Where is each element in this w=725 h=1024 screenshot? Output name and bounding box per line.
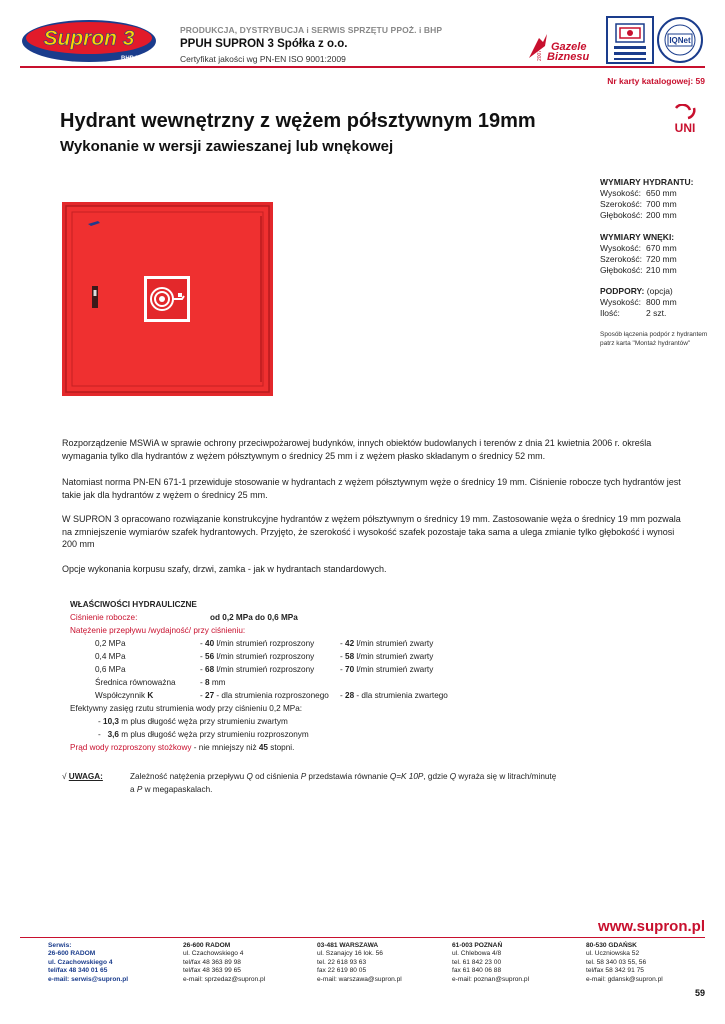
spec-row: Ilość: 2 szt.	[600, 308, 667, 318]
range-row: - 3,6 m plus długość węża przy strumieniu rozproszonym	[98, 730, 309, 739]
door-handle-icon	[92, 286, 98, 308]
properties-heading: WŁAŚCIWOŚCI HYDRAULICZNE	[70, 600, 197, 609]
gazele-word: Gazele	[551, 41, 587, 53]
paragraph: Natomiast norma PN-EN 671-1 przewiduje stosowanie w hydrantach z wężem półsztywnym węże o średnicy 19 mm. Ciśnienie robocze tych hydrantów jest takie jak dla hydrantów z wężem o średnicy 25 mm.	[62, 477, 681, 500]
supports-heading: PODPORY:	[600, 286, 645, 296]
paragraph: Opcje wykonania korpusu szafy, drzwi, zamka - jak w hydrantach standardowych.	[62, 564, 387, 574]
hydrant-dimensions	[600, 177, 694, 221]
footer-office-radom: 26-600 RADOM ul. Czachowskiego 4 tel/fax 48 363 89 98 tel/fax 48 363 99 65 e-mail: sprzedaz@supron.pl	[183, 942, 266, 983]
footer-office-poznan: 61-003 POZNAŃ ul. Chlebowa 4/8 tel. 61 842 23 00 fax 61 840 06 88 e-mail: poznan@supron.pl	[452, 942, 530, 983]
uni-badge	[668, 104, 702, 134]
supports-option-note: (opcja)	[646, 286, 673, 296]
supports-mounting-note: Sposób łączenia podpór z hydrantem patrz karta "Montaż hydrantów"	[600, 331, 708, 347]
catalog-number: Nr karty katalogowej: 59	[607, 76, 705, 86]
page-title: Hydrant wewnętrzny z wężem półsztywnym 19mm	[60, 110, 536, 132]
recycle-arrow-icon	[676, 105, 690, 110]
gazele-year: 2007	[537, 49, 543, 61]
paragraph: Rozporządzenie MSWiA w sprawie ochrony przeciwpożarowej budynków, innych obiektów budowlanych i terenów z dnia 21 kwietnia 2006 r. określa wymagania tylko dla hydrantów z wężem półsztywnym o średnicy 25 mm i z wężem płasko składanym o średnicy 52 mm.	[62, 438, 652, 461]
spec-row: Wysokość: 670 mm	[600, 243, 677, 253]
logo-subtext: BHP PPOŻ.	[121, 56, 154, 62]
pressure-value: od 0,2 MPa do 0,6 MPa	[210, 613, 298, 622]
flow-label: Natężenie przepływu /wydajność/ przy ciśnieniu:	[70, 626, 246, 635]
header-divider	[20, 66, 705, 68]
biznesu-word: Biznesu	[547, 51, 590, 63]
header-tagline: PRODUKCJA, DYSTRYBUCJA i SERWIS SPRZĘTU PPOŻ. i BHP	[180, 25, 443, 35]
company-name: PPUH SUPRON 3 Spółka z o.o.	[180, 38, 348, 50]
uni-text: UNI	[674, 121, 696, 134]
range-label: Efektywny zasięg rzutu strumienia wody przy ciśnieniu 0,2 MPa:	[70, 704, 303, 713]
range-row: - 10,3 m plus długość węża przy strumieniu zwartym	[98, 717, 288, 726]
spec-row: Szerokość: 700 mm	[600, 199, 677, 209]
supports-dimensions	[600, 286, 677, 319]
page-number: 59	[694, 988, 705, 998]
footer-office-gdansk: 80-530 GDAŃSK ul. Uczniowska 52 tel. 58 340 03 55, 56 tel/fax 58 342 91 75 e-mail: gdansk@supron.pl	[586, 942, 663, 983]
pcbc-certificate-seal	[606, 16, 654, 64]
supron-logo	[20, 18, 158, 64]
flow-row: 0,6 MPa - 68 l/min strumień rozproszony - 70 l/min strumień zwarty	[95, 665, 434, 674]
niche-dimensions	[600, 232, 677, 276]
gazele-biznesu-logo	[525, 28, 599, 64]
spec-row: Głębokość: 210 mm	[600, 265, 677, 275]
website-link[interactable]: www.supron.pl	[598, 918, 705, 935]
paragraph: W SUPRON 3 opracowano rozwiązanie konstrukcyjne hydrantów z wężem półsztywnym o średnicy 19 mm. Zastosowanie węża o średnicy 19 mm pozwala na zmniejszenie wymiarów szafek hydrantowych. Przyjęto, że szerokość i wysokość szafek pozostaje taka sama a ulega zmianie tylko głębokość i wynosi 200 mm	[62, 514, 681, 549]
flow-row: 0,4 MPa - 56 l/min strumień rozproszony - 58 l/min strumień zwarty	[95, 652, 434, 661]
k-coefficient-row: Współczynnik K - 27 - dla strumienia rozproszonego - 28 - dla strumienia zwartego	[95, 691, 448, 700]
hydrant-dimensions-heading: WYMIARY HYDRANTU:	[600, 177, 694, 187]
note-text: Zależność natężenia przepływu Q od ciśnienia P przedstawia równanie Q=K 10P, gdzie Q wyraża się w litrach/minutę a P w megapaskalach.	[130, 772, 557, 794]
footer-divider	[20, 937, 705, 938]
iqnet-certificate-seal	[656, 16, 704, 64]
check-icon: √	[62, 772, 67, 781]
diameter-row: Średnica równoważna - 8 mm	[95, 678, 226, 687]
logo-text: Supron 3	[43, 27, 135, 50]
hydraulic-properties	[70, 598, 490, 754]
page-subtitle: Wykonanie w wersji zawieszanej lub wnękowej	[60, 138, 394, 155]
iqnet-label: IQNet	[669, 36, 691, 45]
niche-dimensions-heading: WYMIARY WNĘKI:	[600, 232, 675, 242]
spray-angle-row: Prąd wody rozproszony stożkowy - nie mniejszy niż 45 stopni.	[70, 743, 295, 752]
spec-row: Wysokość: 800 mm	[600, 297, 677, 307]
footer-service-contact: Serwis: 26-600 RADOM ul. Czachowskiego 4 tel/fax 48 340 01 65 e-mail: serwis@supron.pl	[48, 942, 129, 983]
spec-row: Głębokość: 200 mm	[600, 210, 677, 220]
hydrant-cabinet-image	[62, 202, 273, 396]
quality-certificate: Certyfikat jakości wg PN-EN ISO 9001:2009	[180, 54, 346, 64]
note-label: √ UWAGA:	[62, 772, 103, 781]
footer-office-warszawa: 03-481 WARSZAWA ul. Szanajcy 16 lok. 56 tel. 22 618 93 63 fax 22 619 80 05 e-mail: warszawa@supron.pl	[317, 942, 402, 983]
spec-row: Wysokość: 650 mm	[600, 188, 677, 198]
flow-row: 0,2 MPa - 40 l/min strumień rozproszony - 42 l/min strumień zwarty	[95, 639, 434, 648]
pressure-label: Ciśnienie robocze:	[70, 613, 138, 622]
spec-row: Szerokość: 720 mm	[600, 254, 677, 264]
